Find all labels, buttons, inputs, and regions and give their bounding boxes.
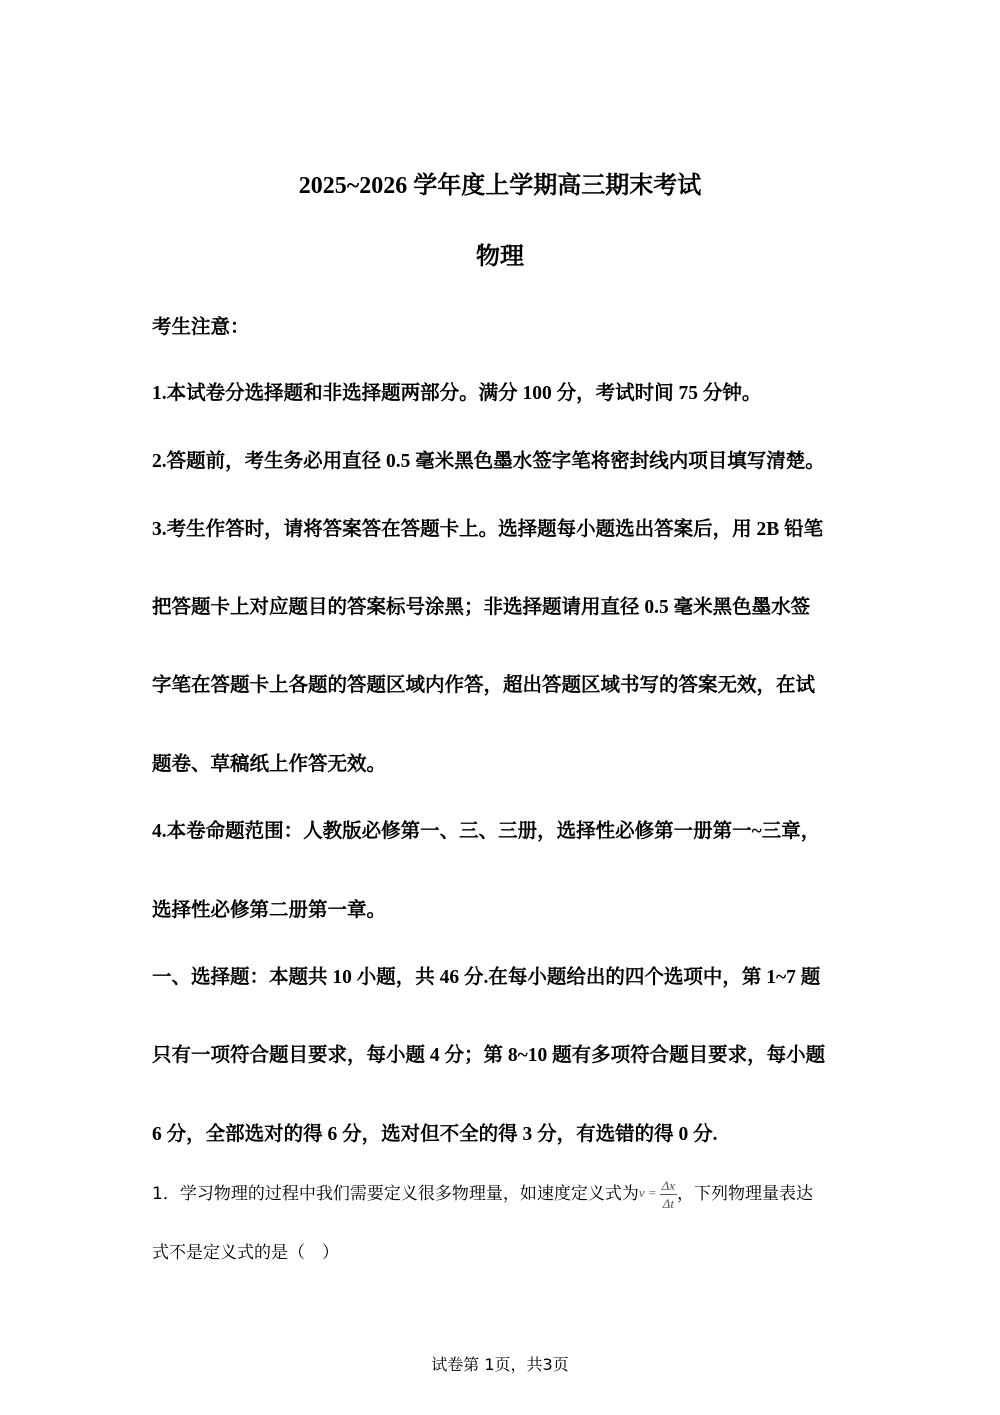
section-instructions-line-1: 一、选择题：本题共 10 小题，共 46 分.在每小题给出的四个选项中，第 1~7 题 bbox=[152, 967, 821, 988]
question-1-text-a: 1．学习物理的过程中我们需要定义很多物理量，如速度定义式为 bbox=[152, 1184, 639, 1204]
subject-title: 物理 bbox=[476, 244, 524, 270]
exam-title: 2025~2026 学年度上学期高三期末考试 bbox=[298, 173, 702, 199]
notice-line-4: 把答题卡上对应题目的答案标号涂黑；非选择题请用直径 0.5 毫米黑色墨水签 bbox=[152, 597, 811, 618]
notice-line-6: 题卷、草稿纸上作答无效。 bbox=[152, 754, 387, 775]
notice-line-3: 3.考生作答时，请将答案答在答题卡上。选择题每小题选出答案后，用 2B 铅笔 bbox=[152, 519, 824, 540]
question-1-text-b: ，下列物理量表达 bbox=[677, 1184, 814, 1204]
velocity-formula bbox=[639, 1179, 677, 1210]
notice-line-2: 2.答题前，考生务必用直径 0.5 毫米黑色墨水签字笔将密封线内项目填写清楚。 bbox=[152, 451, 825, 472]
notice-heading: 考生注意： bbox=[152, 317, 250, 338]
formula-numerator: Δx bbox=[661, 1178, 676, 1193]
page-footer: 试卷第 1页，共3页 bbox=[431, 1355, 569, 1374]
notice-line-1: 1.本试卷分选择题和非选择题两部分。满分 100 分，考试时间 75 分钟。 bbox=[152, 383, 762, 404]
formula-lhs: v = bbox=[638, 1185, 657, 1201]
question-1-line-2: 式不是定义式的是（ ） bbox=[152, 1243, 339, 1263]
notice-line-7: 4.本卷命题范围：人教版必修第一、三、三册，选择性必修第一册第一~三章， bbox=[152, 821, 821, 842]
formula-denominator: Δt bbox=[662, 1196, 674, 1211]
question-1-line-1 bbox=[152, 1179, 813, 1210]
section-instructions-line-3: 6 分，全部选对的得 6 分，选对但不全的得 3 分，有选错的得 0 分. bbox=[152, 1124, 718, 1145]
section-instructions-line-2: 只有一项符合题目要求，每小题 4 分；第 8~10 题有多项符合题目要求，每小题 bbox=[152, 1045, 826, 1066]
notice-line-5: 字笔在答题卡上各题的答题区域内作答，超出答题区域书写的答案无效，在试 bbox=[152, 675, 816, 696]
notice-line-8: 选择性必修第二册第一章。 bbox=[152, 900, 387, 921]
